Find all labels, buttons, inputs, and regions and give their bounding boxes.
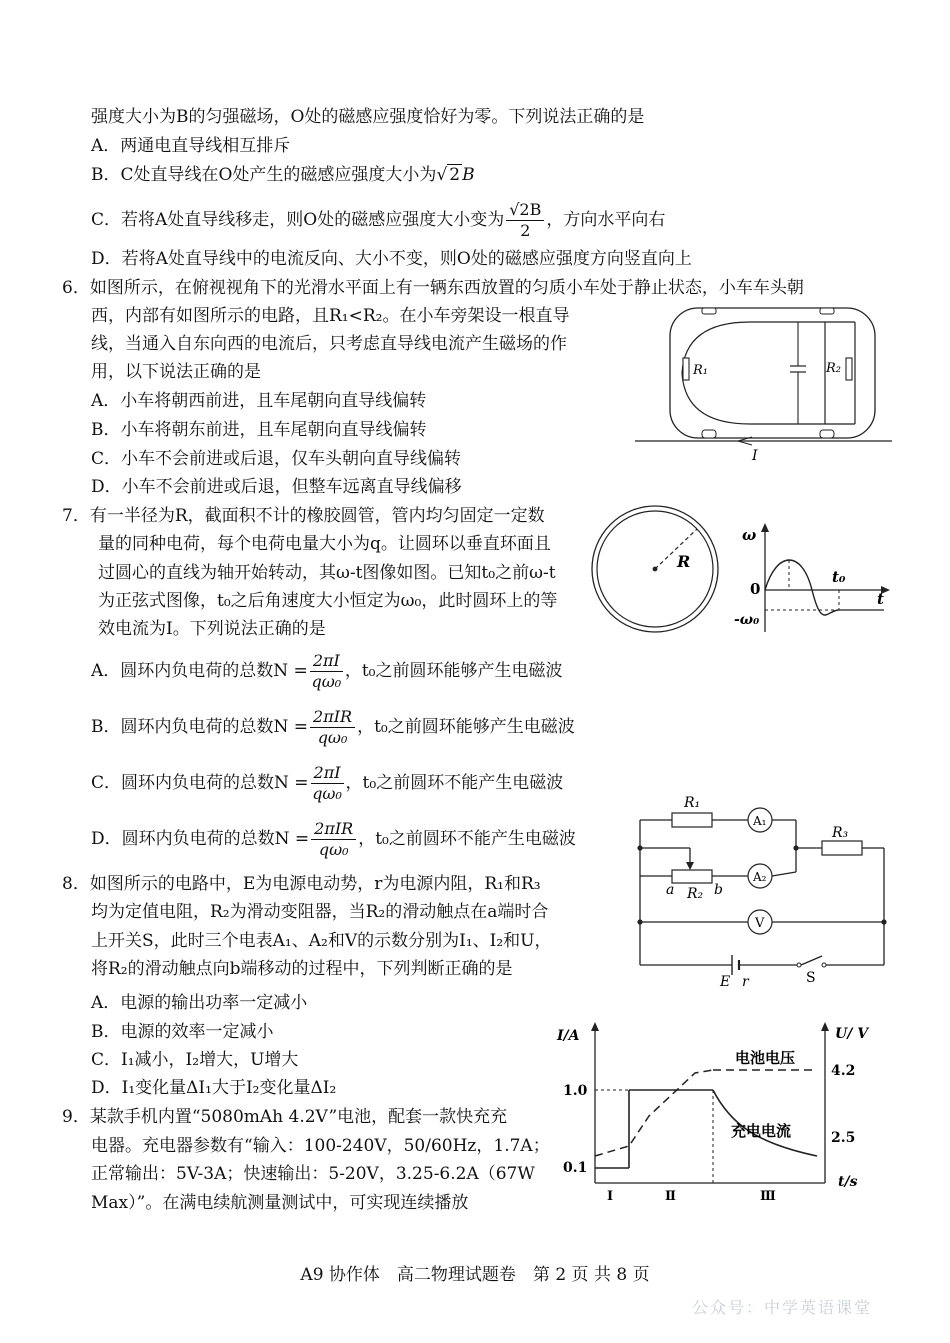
stage-3-label: Ⅲ [760, 1189, 776, 1203]
q6-option-c: C．小车不会前进或后退，仅车头朝向直导线偏转 [91, 449, 462, 469]
label-a1: A₁ [753, 814, 767, 828]
q7-option-b: B．圆环内负电荷的总数N = $\frac{\text{2πIR}}{\text{qω₀}}$ ，t₀之前圆环能够产生电磁波 [91, 707, 575, 747]
q7-stem-line2: 量的同种电荷，每个电荷电量大小为q。让圆环以垂直环面且 [98, 534, 551, 554]
q6-stem-line3: 线，当通入自东向西的电流后，只考虑直导线电流产生磁场的作 [91, 334, 567, 354]
q9-stem-line4: Max）”。在满电续航测量测试中，可实现连续播放 [91, 1193, 469, 1213]
q6-stem-line2: 西，内部有如图所示的电路，且R₁<R₂。在小车旁架设一根直导 [91, 306, 570, 326]
label-r3: R₃ [832, 825, 849, 841]
q5-option-b: B．C处直导线在O处产生的磁感应强度大小为√ 2 B [91, 165, 475, 185]
q7-option-a: A．圆环内负电荷的总数N = $\frac{2\pi I}{\text{qω₀}}$ ，t₀之前圆环能够产生电磁波 [91, 651, 563, 691]
tick-4.2: 4.2 [831, 1063, 856, 1079]
q6-option-a: A．小车将朝西前进，且车尾朝向直导线偏转 [91, 391, 427, 411]
q8-circuit-figure [632, 790, 897, 990]
x-axis-label: t/s [838, 1174, 858, 1190]
q5-option-d: D．若将A处直导线中的电流反向、大小不变，则O处的磁感应强度方向竖直向上 [91, 249, 692, 269]
voltage-curve-label: 电池电压 [735, 1049, 796, 1067]
current-curve-label: 充电电流 [731, 1122, 792, 1140]
label-a2: A₂ [753, 870, 767, 884]
label-zero: 0 [750, 580, 761, 598]
tick-2.5: 2.5 [831, 1130, 856, 1146]
q9-stem-line2: 电器。充电器参数有“输入：100-240V，50/60Hz，1.7A； [91, 1136, 550, 1156]
q6-option-d: D．小车不会前进或后退，但整车远离直导线偏移 [91, 477, 462, 497]
stage-2-label: Ⅱ [665, 1189, 676, 1203]
q9-stem-line1: 9．某款手机内置“5080mAh 4.2V”电池，配套一款快充充 [62, 1107, 508, 1127]
watermark: 公众号：中学英语课堂 [691, 1298, 872, 1317]
q8-option-a: A．电源的输出功率一定减小 [91, 993, 308, 1013]
q9-stem-line3: 正常输出：5V-3A；快速输出：5-20V，3.25-6.2A（67W [91, 1164, 535, 1184]
q8-stem-line4: 将R₂的滑动触点向b端移动的过程中，下列判断正确的是 [91, 959, 513, 979]
label-e: E [720, 974, 731, 990]
label-t: t [877, 590, 884, 608]
label-r-internal: r [742, 974, 749, 990]
label-omega: ω [742, 526, 757, 544]
label-t0: t₀ [832, 568, 846, 586]
label-s: S [806, 970, 816, 986]
q6-stem-line1: 6．如图所示，在俯视视角下的光滑水平面上有一辆东西放置的匀质小车处于静止状态，小车车头朝 [62, 278, 804, 298]
label-r2: R₂ [826, 361, 841, 376]
label-current: I [752, 448, 758, 464]
q7-option-c: C．圆环内负电荷的总数N = $\frac{2\pi I}{\text{qω₀}}$ ，t₀之前圆环不能产生电磁波 [91, 763, 564, 803]
y-right-label: U/ V [835, 1026, 869, 1042]
label-r1: R₁ [684, 795, 701, 811]
q7-omega-t-graph [732, 520, 892, 635]
q8-stem-line3: 上开关S，此时三个电表A₁、A₂和V的示数分别为I₁、I₂和U， [91, 931, 552, 951]
q9-charging-graph [555, 1018, 885, 1203]
stage-1-label: I [607, 1189, 614, 1203]
q7-option-d: D．圆环内负电荷的总数N = $\frac{\text{2πIR}}{\text{qω₀}}$ ，t₀之前圆环不能产生电磁波 [91, 819, 576, 859]
q5-stem: 强度大小为B的匀强磁场，O处的磁感应强度恰好为零。下列说法正确的是 [91, 107, 645, 127]
y-left-label: I/A [557, 1028, 580, 1044]
q5-option-c: C．若将A处直导线移走，则O处的磁感应强度大小变为 $\frac{√2B}{2}$ ，方向水平向右 [91, 200, 666, 240]
label-a: a [666, 882, 675, 898]
q7-stem-line4: 为正弦式图像，t₀之后角速度大小恒定为ω₀，此时圆环上的等 [98, 591, 558, 611]
label-r2: R₂ [687, 886, 704, 902]
sqrt-symbol: √ 2 [436, 165, 461, 185]
q7-ring-figure [585, 505, 730, 640]
q8-option-d: D．I₁变化量ΔI₁大于I₂变化量ΔI₂ [91, 1078, 337, 1098]
q7-stem-line5: 效电流为I。下列说法正确的是 [98, 619, 326, 639]
label-neg-omega0: -ω₀ [734, 612, 760, 628]
q8-option-c: C．I₁减小，I₂增大，U增大 [91, 1050, 299, 1070]
q8-option-b: B．电源的效率一定减小 [91, 1022, 274, 1042]
label-r1: R₁ [693, 363, 708, 378]
q6-stem-line4: 用，以下说法正确的是 [91, 362, 261, 382]
label-b: b [714, 882, 723, 898]
q7-stem-line3: 过圆心的直线为轴开始转动，其ω-t图像如图。已知t₀之前ω-t [98, 563, 556, 583]
q8-stem-line1: 8．如图所示的电路中，E为电源电动势，r为电源内阻，R₁和R₃ [62, 874, 541, 894]
label-v: V [755, 916, 765, 931]
q8-stem-line2: 均为定值电阻，R₂为滑动变阻器，当R₂的滑动触点在a端时合 [91, 902, 549, 922]
fraction: $\frac{√2B}{2}$ [506, 200, 544, 241]
page-footer: A9 协作体 高二物理试题卷 第 2 页 共 8 页 [300, 1265, 650, 1285]
q6-car-figure [630, 300, 895, 465]
q5-option-a: A．两通电直导线相互排斥 [91, 136, 291, 156]
q7-stem-line1: 7．有一半径为R，截面积不计的橡胶圆管，管内均匀固定一定数 [62, 506, 545, 526]
tick-1.0: 1.0 [563, 1083, 588, 1099]
label-radius: R [677, 552, 691, 571]
tick-0.1: 0.1 [563, 1160, 588, 1176]
q6-option-b: B．小车将朝东前进，且车尾朝向直导线偏转 [91, 420, 427, 440]
